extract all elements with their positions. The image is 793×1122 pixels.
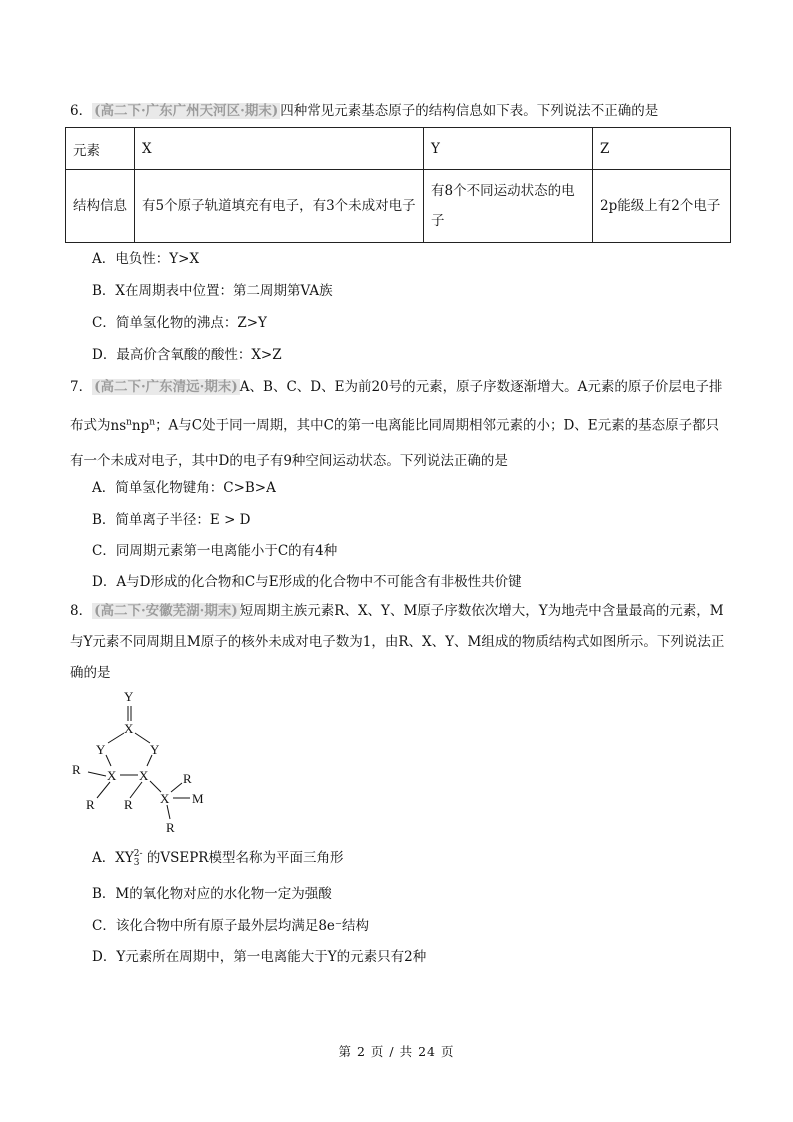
atom-label: R xyxy=(183,771,192,786)
question-text: 四种常见元素基态原子的结构信息如下表。下列说法不正确的是 xyxy=(280,103,659,119)
option-b: B．简单离子半径：E > D xyxy=(92,512,251,528)
option-a: A．简单氢化物键角：C>B>A xyxy=(92,480,276,496)
option-c: C．该化合物中所有原子最外层均满足8e⁻结构 xyxy=(92,918,370,934)
question-6-stem xyxy=(70,96,731,127)
table-cell: Y xyxy=(424,128,593,170)
page-footer: 第 2 页 / 共 24 页 xyxy=(338,1044,455,1059)
option-b: B．M的氧化物对应的水化物一定为强酸 xyxy=(92,886,332,902)
electron-config: $ns^nnp^n$ xyxy=(110,417,156,434)
atom-label: X xyxy=(139,768,149,783)
table-cell: Z xyxy=(593,128,731,170)
question-number: 7． xyxy=(70,379,93,395)
question-text: A、B、C、D、E为前20号的元素，原子序数逐渐增大。A元素的原子价层电子排布式为 xyxy=(70,379,723,434)
atom-label: Y xyxy=(96,742,106,757)
formula: XY 2- 3 xyxy=(115,848,143,868)
table-cell: 有5个原子轨道填充有电子，有3个未成对电子 xyxy=(135,170,424,243)
atom-label: X xyxy=(124,721,134,736)
option-a: A．XY 2- 3 的VSEPR模型名称为平面三角形 xyxy=(92,848,344,868)
source-tag: (高二下·广东清远·期末) xyxy=(94,379,238,395)
table-cell: X xyxy=(135,128,424,170)
option-d: D．最高价含氧酸的酸性：X>Z xyxy=(92,347,282,363)
atom-label: R xyxy=(124,797,133,812)
structural-formula xyxy=(62,688,232,838)
question-text: 短周期主族元素R、X、Y、M原子序数依次增大，Y为地壳中含量最高的元素，M与Y元素不同周期且M原子的核外未成对电子数为1，由R、X、Y、M组成的物质结构式如图所示。下列说法正确的是 xyxy=(70,603,725,681)
question-8-stem xyxy=(70,596,731,689)
table-cell: 元素 xyxy=(66,128,135,170)
atom-label: X xyxy=(107,768,117,783)
question-number: 8． xyxy=(70,603,93,619)
table-cell: 结构信息 xyxy=(66,170,135,243)
question-7-stem xyxy=(70,370,731,479)
table-cell: 2p能级上有2个电子 xyxy=(593,170,731,243)
table-row xyxy=(66,170,731,243)
table-header-row xyxy=(66,128,731,170)
atom-label: M xyxy=(192,791,204,806)
atom-label: R xyxy=(86,797,95,812)
table-cell: 有8个不同运动状态的电子 xyxy=(424,170,593,243)
atom-label: R xyxy=(166,820,175,835)
option-a: A．电负性：Y>X xyxy=(92,251,200,267)
atom-label: Y xyxy=(150,742,160,757)
element-info-table xyxy=(65,127,731,243)
option-c: C．同周期元素第一电离能小于C的有4种 xyxy=(92,543,338,559)
question-number: 6． xyxy=(70,103,93,119)
atom-label: X xyxy=(160,791,170,806)
option-d: D．A与D形成的化合物和C与E形成的化合物中不可能含有非极性共价键 xyxy=(92,574,522,590)
source-tag: (高二下·安徽芜湖·期末) xyxy=(94,603,238,619)
atom-label: R xyxy=(72,762,81,777)
source-tag: (高二下·广东广州天河区·期末) xyxy=(94,103,279,119)
option-c: C．简单氢化物的沸点：Z>Y xyxy=(92,315,267,331)
option-b: B．X在周期表中位置：第二周期第VA族 xyxy=(92,283,333,299)
atom-label: Y xyxy=(124,689,134,704)
question-text: ；A与C处于同一周期，其中C的第一电离能比同周期相邻元素的小；D、E元素的基态原子都只有一个未成对电子，其中D的电子有9种空间运动状态。下列说法正确的是 xyxy=(70,417,720,469)
option-d: D．Y元素所在周期中，第一电离能大于Y的元素只有2种 xyxy=(92,949,427,965)
